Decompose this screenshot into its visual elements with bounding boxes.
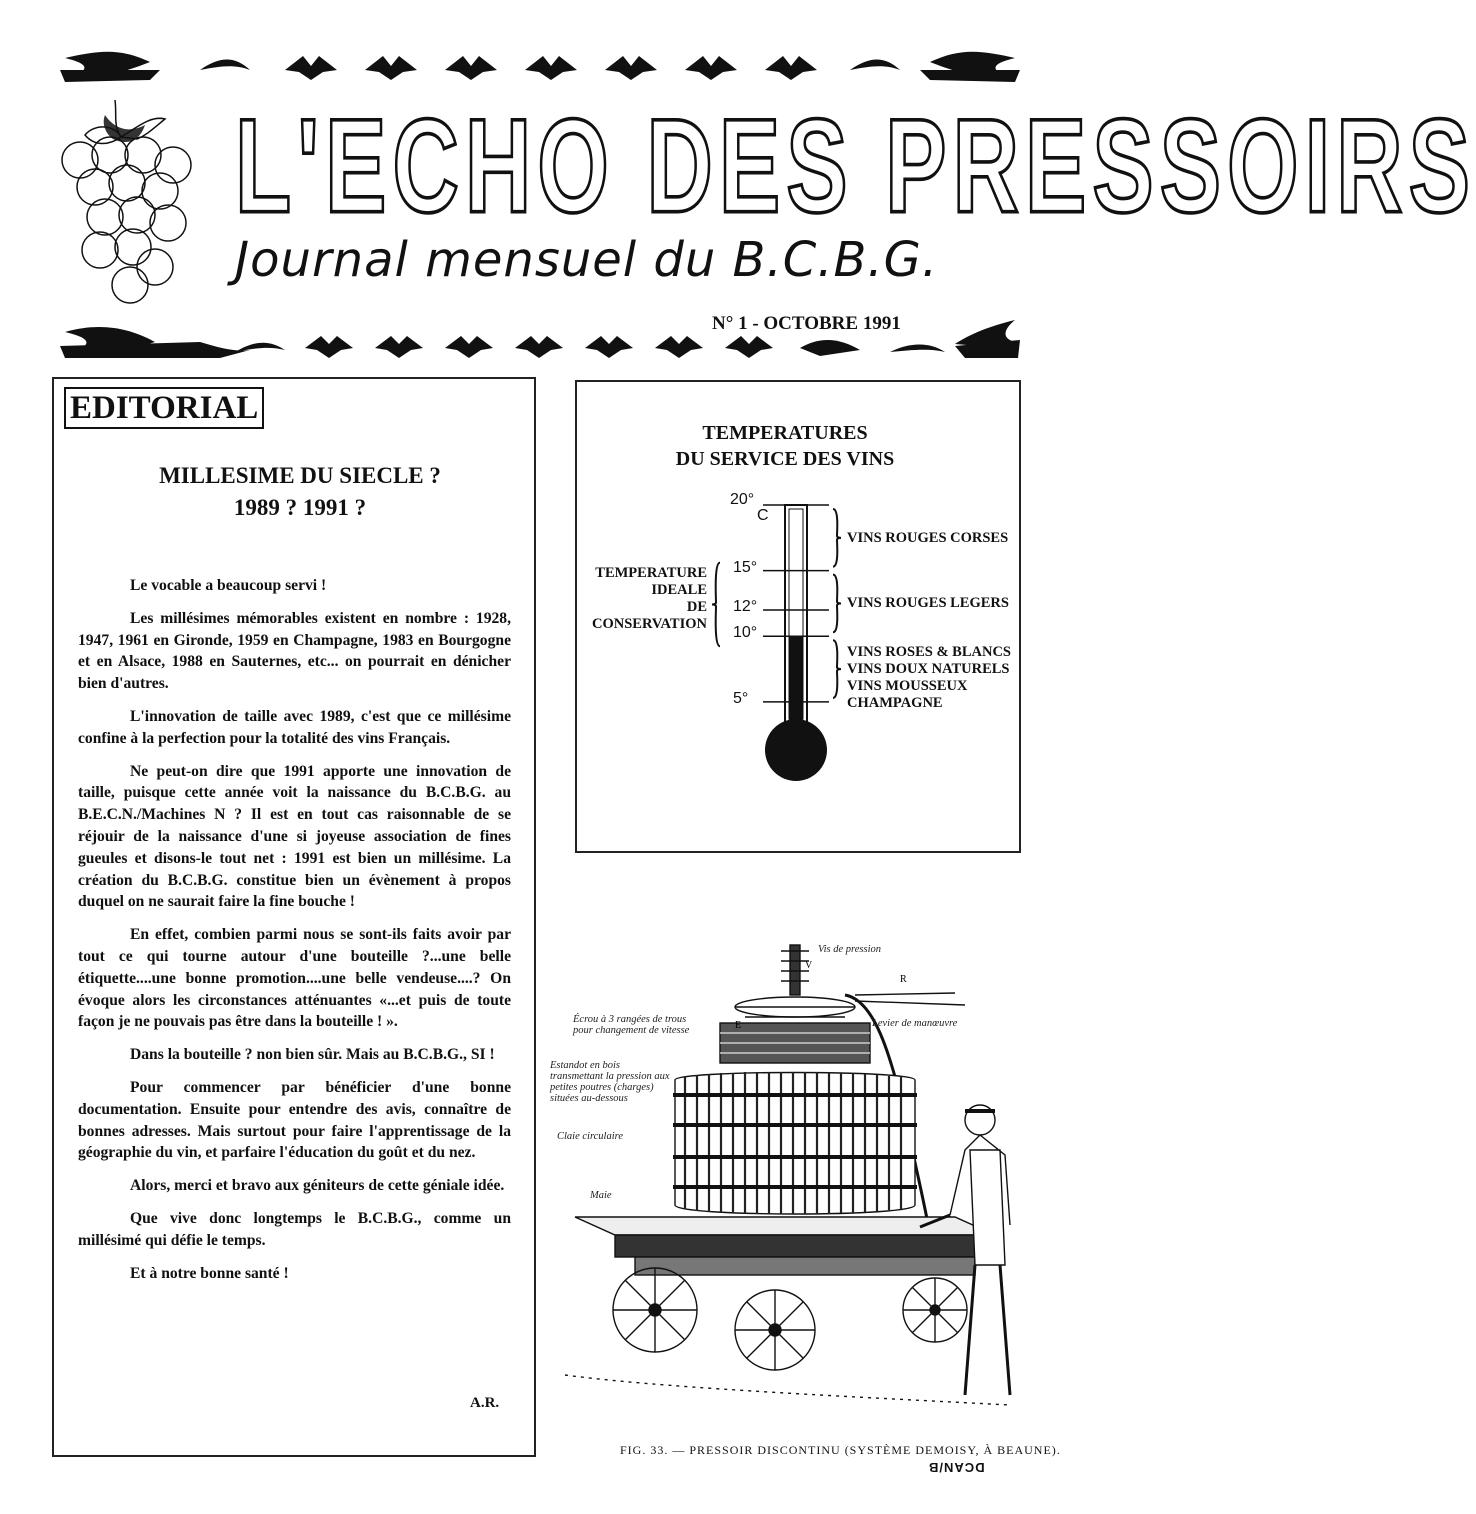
press-label-claie: Claie circulaire: [557, 1131, 623, 1142]
tick-label: 12°: [733, 598, 758, 615]
press-label-levier: Levier de manœuvre: [872, 1018, 958, 1029]
wine-group-brace: [833, 640, 841, 698]
masthead-title: L'ECHO DES PRESSOIRS: [235, 92, 1476, 241]
editorial-paragraph: Dans la bouteille ? non bien sûr. Mais au B.C.B.G., SI !: [130, 1046, 495, 1064]
mirrored-stamp: DCAN/B: [928, 1460, 985, 1475]
chart-title: [620, 420, 950, 472]
editorial-signature: A.R.: [470, 1395, 500, 1411]
tick-label: 15°: [733, 558, 758, 576]
tick-label: 10°: [733, 624, 758, 642]
editorial-paragraph: Les millésimes mémorables existent en nombre : 1928, 1947, 1961 en Gironde, 1959 en Champagne, 1983 en Bourgogne et en Alsace, 1988 en Sauternes, etc... on pourrait en dénicher bien d'autres.: [78, 609, 511, 693]
editorial-paragraph: Pour commencer par bénéficier d'une bonne documentation. Ensuite pour entendre des avis, connaître de bonnes adresses. Mais surtout pour faire l'apprentissage de la géographie du vin, et parfaire l'éducation du goût et du nez.: [78, 1078, 511, 1162]
conservation-label-line: TEMPERATURE: [595, 565, 707, 581]
editorial-title-line2: 1989 ? 1991 ?: [233, 495, 367, 520]
conservation-label-line: DE: [686, 599, 707, 615]
wine-category-label: VINS ROUGES CORSES: [847, 529, 1009, 546]
editorial-paragraph: Ne peut-on dire que 1991 apporte une innovation de taille, puisque cette année voit la naissance du B.C.B.G. au B.E.C.N./Machines N ? Il est en tout cas raisonnable de se réjouir de la naissance d'une si joyeuse association de fines gueules et disons-le tout net : 1991 est bien un millésime. La création du B.C.B.G. constitue bien un évènement à propos duquel on ne saurait faire la fine bouche !: [78, 762, 511, 911]
wine-category-label: VINS MOUSSEUX: [847, 678, 968, 695]
bottom-ornament-border: [60, 312, 1020, 367]
chart-title-line1: TEMPERATURES: [702, 422, 868, 444]
editorial-paragraph: Que vive donc longtemps le B.C.B.G., comme un millésimé qui défie le temps.: [78, 1209, 511, 1249]
thermometer-bulb: [765, 719, 827, 781]
tick-label-unit: C: [757, 507, 769, 524]
editorial-paragraph: Alors, merci et bravo aux géniteurs de cette géniale idée.: [130, 1177, 505, 1195]
wine-group-brace: [833, 509, 841, 567]
press-label-pression: Vis de pression: [818, 944, 881, 955]
top-ornament-border: [60, 40, 1020, 100]
editorial-paragraph: Le vocable a beaucoup servi !: [130, 577, 327, 594]
tick-label-top: 20°: [730, 491, 755, 508]
press-label-v: V: [805, 960, 813, 971]
wine-category-label: CHAMPAGNE: [847, 695, 943, 712]
wine-press-illustration: [555, 935, 1025, 1440]
press-label-e: E: [735, 1020, 742, 1031]
editorial-title-line1: MILLESIME DU SIECLE ?: [159, 463, 441, 488]
wine-category-label: VINS ROUGES LEGERS: [847, 595, 1009, 612]
press-label-estandot: Estandot en bois transmettant la pression aux petites poutres (charges) situées au-dessous: [550, 1060, 670, 1104]
masthead-subtitle: Journal mensuel du B.C.B.G.: [235, 232, 939, 288]
press-label-r: R: [900, 974, 907, 985]
conservation-label-line: CONSERVATION: [592, 616, 707, 632]
editorial-body: [78, 575, 511, 1295]
chart-title-line2: DU SERVICE DES VINS: [675, 448, 895, 470]
grape-cluster-illustration: [55, 95, 215, 310]
editorial-paragraph: Et à notre bonne santé !: [130, 1264, 289, 1282]
figure-caption: FIG. 33. — PRESSOIR DISCONTINU (SYSTÈME DEMOISY, À BEAUNE).: [620, 1443, 1061, 1457]
wine-group-brace: [833, 575, 841, 633]
press-label-ecrou: Écrou à 3 rangées de trous pour changement de vitesse: [573, 1014, 690, 1036]
conservation-label-line: IDEALE: [651, 582, 707, 598]
editorial-label: EDITORIAL: [64, 387, 264, 429]
thermometer-mercury: [789, 636, 803, 727]
wine-category-label: VINS DOUX NATURELS: [847, 661, 1010, 678]
editorial-title: [70, 460, 530, 524]
issue-number: N° 1 - OCTOBRE 1991: [712, 313, 901, 334]
conservation-brace: [712, 563, 720, 647]
press-label-maie: Maie: [590, 1190, 612, 1201]
editorial-paragraph: L'innovation de taille avec 1989, c'est que ce millésime confine à la perfection pour la totalité des vins Français.: [78, 707, 511, 747]
editorial-paragraph: En effet, combien parmi nous se sont-ils faits avoir par tout ce qui tourne autour d'une bouteille ?...une belle étiquette....une bonne promotion....une belle vendeuse....? On évoque alors les circonstances atténuantes «...et puis de toute façon je ne pouvais pas être dans la bouteille ! ».: [78, 926, 511, 1031]
tick-label: 5°: [733, 689, 749, 707]
wine-category-label: VINS ROSES & BLANCS: [847, 644, 1011, 661]
